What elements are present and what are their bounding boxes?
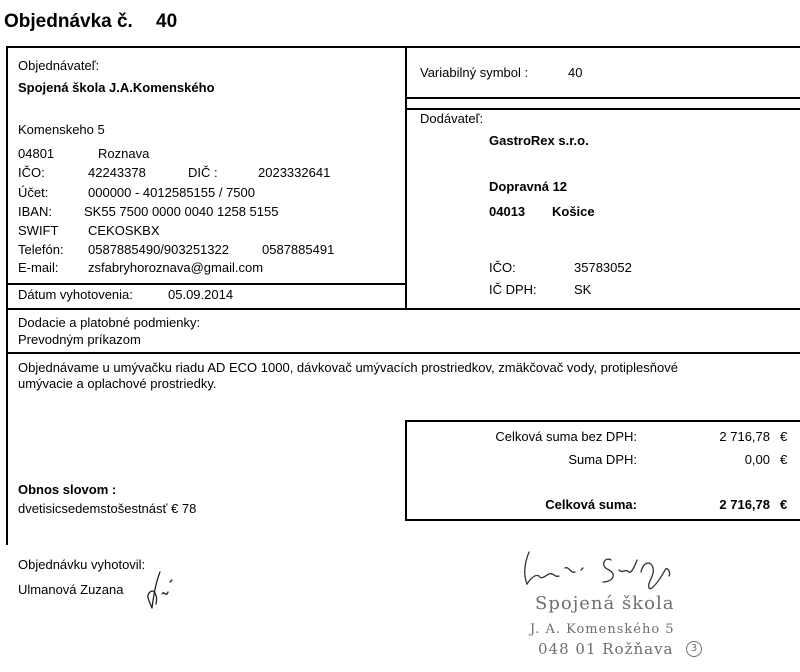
total-label: Celková suma: bbox=[545, 497, 637, 512]
approver-signature bbox=[515, 548, 695, 594]
terms-bottom-line bbox=[6, 352, 800, 354]
date-label: Dátum vyhotovenia: bbox=[18, 287, 133, 302]
stamp-line-3: 048 01 Rožňava bbox=[538, 640, 674, 658]
buyer-email: zsfabryhoroznava@gmail.com bbox=[88, 260, 264, 275]
total-without-vat-value: 2 716,78 bbox=[719, 429, 770, 444]
supplier-ico-label: IČO: bbox=[489, 260, 516, 275]
date-value: 05.09.2014 bbox=[168, 287, 234, 302]
variable-symbol-label: Variabilný symbol : bbox=[420, 65, 529, 80]
order-text-line-2: umývacie a oplachové prostriedky. bbox=[18, 376, 217, 391]
column-divider bbox=[405, 46, 407, 308]
amount-words-value: dvetisicsedemstošestnásť € 78 bbox=[18, 501, 197, 516]
supplier-name: GastroRex s.r.o. bbox=[489, 133, 589, 148]
order-text-line-1: Objednávame u umývačku riadu AD ECO 1000, dávkovač umývacích prostriedkov, zmäkčovač vody, protiplesňové bbox=[18, 360, 678, 375]
supplier-top-line bbox=[405, 108, 800, 110]
totals-bottom-line bbox=[405, 519, 800, 521]
currency-symbol: € bbox=[780, 497, 788, 512]
buyer-iban: SK55 7500 0000 0040 1258 5155 bbox=[84, 204, 279, 219]
total-without-vat-label: Celková suma bez DPH: bbox=[495, 429, 637, 444]
buyer-name: Spojená škola J.A.Komenského bbox=[18, 80, 215, 95]
order-number: 40 bbox=[156, 11, 178, 32]
stamp-line-1: Spojená škola bbox=[535, 593, 675, 614]
buyer-zip: 04801 bbox=[18, 146, 55, 161]
buyer-heading: Objednávateľ: bbox=[18, 58, 100, 73]
frame-left-line bbox=[6, 46, 8, 545]
supplier-zip: 04013 bbox=[489, 204, 526, 219]
supplier-icdph-label: IČ DPH: bbox=[489, 282, 537, 297]
buyer-phone-label: Telefón: bbox=[18, 242, 64, 257]
terms-value: Prevodným príkazom bbox=[18, 332, 141, 347]
buyer-street: Komenskeho 5 bbox=[18, 122, 105, 137]
vat-value: 0,00 bbox=[744, 452, 770, 467]
document-title: Objednávka č. bbox=[4, 11, 133, 32]
supplier-icdph: SK bbox=[574, 282, 592, 297]
terms-label: Dodacie a platobné podmienky: bbox=[18, 315, 201, 330]
variable-symbol-bottom-line bbox=[405, 97, 800, 99]
buyer-swift: CEKOSKBX bbox=[88, 223, 160, 238]
buyer-city: Roznava bbox=[98, 146, 150, 161]
currency-symbol: € bbox=[780, 429, 788, 444]
supplier-street: Dopravná 12 bbox=[489, 179, 568, 194]
vat-label: Suma DPH: bbox=[568, 452, 637, 467]
total-value: 2 716,78 bbox=[719, 497, 770, 512]
buyer-dic-label: DIČ : bbox=[188, 165, 218, 180]
supplier-heading: Dodávateľ: bbox=[420, 111, 484, 126]
issuer-name: Ulmanová Zuzana bbox=[18, 582, 124, 597]
issuer-signature bbox=[140, 568, 180, 616]
buyer-ico-label: IČO: bbox=[18, 165, 45, 180]
header-bottom-line bbox=[6, 308, 800, 310]
supplier-ico: 35783052 bbox=[574, 260, 632, 275]
currency-symbol: € bbox=[780, 452, 788, 467]
issuer-label: Objednávku vyhotovil: bbox=[18, 557, 146, 572]
buyer-swift-label: SWIFT bbox=[18, 223, 59, 238]
buyer-account: 000000 - 4012585155 / 7500 bbox=[88, 185, 255, 200]
buyer-ico: 42243378 bbox=[88, 165, 146, 180]
buyer-dic: 2023332641 bbox=[258, 165, 331, 180]
stamp-number-mark: 3 bbox=[686, 641, 702, 657]
variable-symbol-value: 40 bbox=[568, 65, 583, 80]
totals-left-line bbox=[405, 420, 407, 520]
supplier-city: Košice bbox=[552, 204, 595, 219]
date-divider bbox=[6, 283, 405, 285]
buyer-phone: 0587885490/903251322 bbox=[88, 242, 229, 257]
totals-top-line bbox=[405, 420, 800, 422]
stamp-line-2: J. A. Komenského 5 bbox=[530, 622, 675, 637]
buyer-fax: 0587885491 bbox=[262, 242, 335, 257]
buyer-account-label: Účet: bbox=[18, 185, 49, 200]
amount-words-label: Obnos slovom : bbox=[18, 482, 117, 497]
buyer-iban-label: IBAN: bbox=[18, 204, 52, 219]
frame-top-line bbox=[6, 46, 800, 48]
buyer-email-label: E-mail: bbox=[18, 260, 59, 275]
